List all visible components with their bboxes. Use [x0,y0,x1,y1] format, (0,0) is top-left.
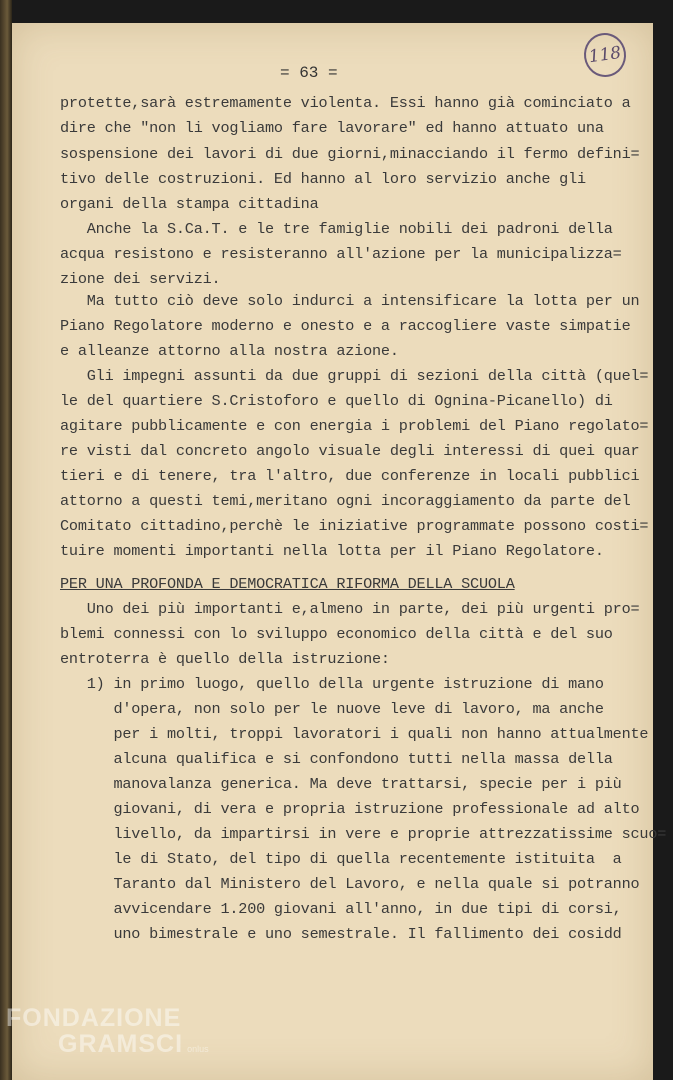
text-line: zione dei servizi. [60,270,221,288]
list-item-line: avvicendare 1.200 giovani all'anno, in due tipi di corsi, [60,900,622,918]
list-item-line: d'opera, non solo per le nuove leve di lavoro, ma anche [60,700,604,718]
text-line: acqua resistono e resisteranno all'azione per la municipalizza= [60,245,622,263]
text-line: le del quartiere S.Cristoforo e quello di Ognina-Picanello) di [60,392,613,410]
text-line: re visti dal concreto angolo visuale degli interessi di quei quar [60,442,640,460]
text-line: Piano Regolatore moderno e onesto e a raccogliere vaste simpatie [60,317,631,335]
list-item-line: 1) in primo luogo, quello della urgente istruzione di mano [60,675,604,693]
watermark-line1: FONDAZIONE [6,1004,182,1032]
text-line: entroterra è quello della istruzione: [60,650,390,668]
text-line: tuire momenti importanti nella lotta per il Piano Regolatore. [60,542,604,560]
text-line: protette,sarà estremamente violenta. Essi hanno già cominciato a [60,94,631,112]
list-item-line: alcuna qualifica e si confondono tutti nella massa della [60,750,613,768]
text-line: Uno dei più importanti e,almeno in parte, dei più urgenti pro= [60,600,640,618]
text-line: Anche la S.Ca.T. e le tre famiglie nobili dei padroni della [60,220,613,238]
text-line: Gli impegni assunti da due gruppi di sezioni della città (quel= [60,367,649,385]
list-item-line: uno bimestrale e uno semestrale. Il fallimento dei cosidd [60,925,622,943]
text-line: attorno a questi temi,meritano ogni incoraggiamento da parte del [60,492,631,510]
text-line: Ma tutto ciò deve solo indurci a intensificare la lotta per un [60,292,640,310]
page-number: = 63 = [280,64,338,82]
text-line: e alleanze attorno alla nostra azione. [60,342,399,360]
folio-number-stamp: 118 [581,30,629,79]
list-item-line: Taranto dal Ministero del Lavoro, e nella quale si potranno [60,875,640,893]
text-line: organi della stampa cittadina [60,195,319,213]
watermark-line2: GRAMSCI onlus [58,1030,209,1058]
text-line: dire che "non li vogliamo fare lavorare" ed hanno attuato una [60,119,604,137]
text-line: tieri e di tenere, tra l'altro, due conferenze in locali pubblici [60,467,640,485]
section-heading: PER UNA PROFONDA E DEMOCRATICA RIFORMA DELLA SCUOLA [60,575,515,593]
text-line: blemi connessi con lo sviluppo economico della città e del suo [60,625,613,643]
list-item-line: manovalanza generica. Ma deve trattarsi, specie per i più [60,775,622,793]
list-item-line: le di Stato, del tipo di quella recentemente istituita a [60,850,622,868]
watermark-logo [6,1005,209,1062]
list-item-line: livello, da impartirsi in vere e proprie attrezzatissime scuo= [60,825,667,843]
text-line: tivo delle costruzioni. Ed hanno al loro servizio anche gli [60,170,586,188]
list-item-line: giovani, di vera e propria istruzione professionale ad alto [60,800,640,818]
text-line: agitare pubblicamente e con energia i problemi del Piano regolato= [60,417,649,435]
text-line: Comitato cittadino,perchè le iniziative programmate possono costi= [60,517,649,535]
list-item-line: per i molti, troppi lavoratori i quali non hanno attualmente [60,725,649,743]
book-binding [0,0,12,1080]
text-line: sospensione dei lavori di due giorni,minacciando il fermo defini= [60,145,640,163]
